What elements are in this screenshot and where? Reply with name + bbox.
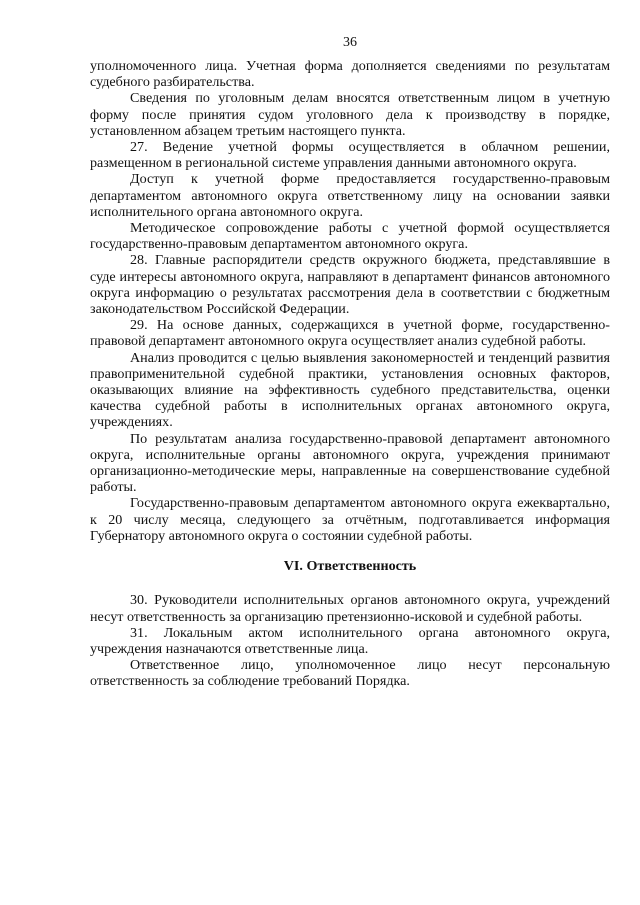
paragraph-continuation: уполномоченного лица. Учетная форма дополняется сведениями по результатам судебного разбирательства. <box>90 58 610 91</box>
paragraph-methodical-support: Методическое сопровождение работы с учетной формой осуществляется государственно-правовым департаментом автономного округа. <box>90 220 610 253</box>
paragraph-analysis-results: По результатам анализа государственно-правовой департамент автономного округа, исполнительные органы автономного округа, учреждения принимают организационно-методические меры, направленные на совершенствование судебной работы. <box>90 430 610 496</box>
paragraph-access: Доступ к учетной форме предоставляется государственно-правовым департаментом автономного округа ответственному лицу на основании заявки исполнительного органа автономного округа. <box>90 171 610 220</box>
paragraph-personal-responsibility: Ответственное лицо, уполномоченное лицо несут персональную ответственность за соблюдение требований Порядка. <box>90 657 610 690</box>
paragraph-quarterly-report: Государственно-правовым департаментом автономного округа ежеквартально, к 20 числу месяца, следующего за отчётным, подготавливается информация Губернатору автономного округа о состоянии судебной работы. <box>90 495 610 544</box>
paragraph-item-27: 27. Ведение учетной формы осуществляется в облачном решении, размещенном в региональной системе управления данными автономного округа. <box>90 139 610 172</box>
paragraph-item-31: 31. Локальным актом исполнительного органа автономного округа, учреждения назначаются ответственные лица. <box>90 624 610 657</box>
document-page <box>90 0 610 905</box>
page-number: 36 <box>343 35 357 50</box>
paragraph-item-28: 28. Главные распорядители средств окружного бюджета, представлявшие в суде интересы автономного округа, направляют в департамент финансов автономного округа информацию о результатах рассмотрения дела в соответствии с бюджетным законодательством Российской Федерации. <box>90 252 610 318</box>
paragraph-item-29: 29. На основе данных, содержащихся в учетной форме, государственно-правовой департамент автономного округа осуществляет анализ судебной работы. <box>90 317 610 350</box>
paragraph-analysis-purpose: Анализ проводится с целью выявления закономерностей и тенденций развития правоприменительной судебной практики, установления основных факторов, оказывающих влияние на эффективность судебного представительства, оценки качества судебной работы в исполнительных органах автономного округа, учреждениях. <box>90 349 610 431</box>
paragraph-item-30: 30. Руководители исполнительных органов автономного округа, учреждений несут ответственность за организацию претензионно-исковой и судебной работы. <box>90 592 610 625</box>
paragraph-criminal-cases: Сведения по уголовным делам вносятся ответственным лицом в учетную форму после принятия судом уголовного дела к производству в порядке, установленном абзацем третьим настоящего пункта. <box>90 90 610 139</box>
section-heading: VI. Ответственность <box>283 558 417 575</box>
document-body <box>90 58 610 690</box>
